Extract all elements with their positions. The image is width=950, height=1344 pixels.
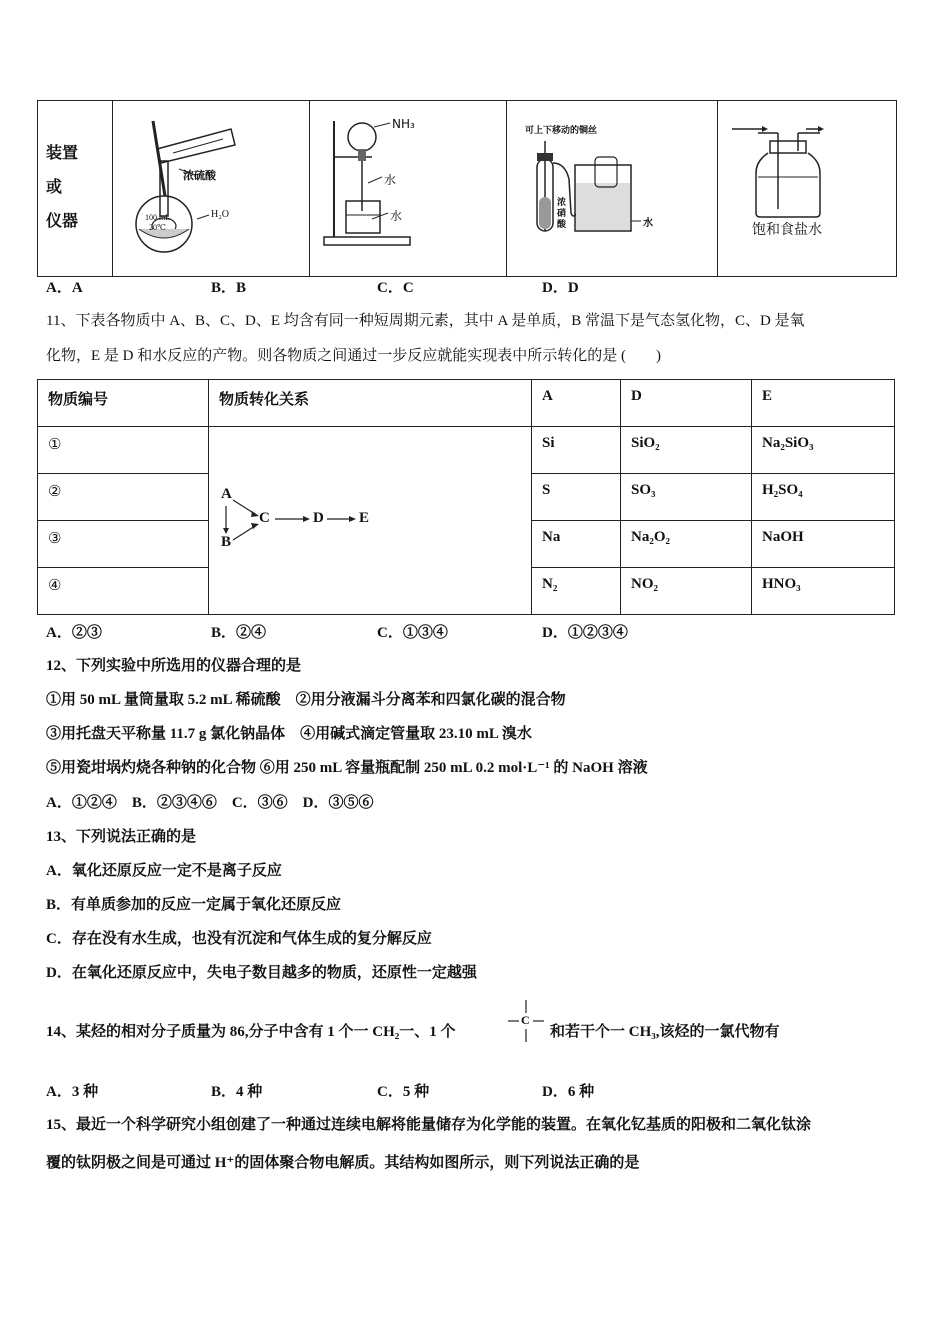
label-20c: 20℃: [149, 223, 166, 232]
diagram-c: C: [259, 509, 270, 526]
row-a: N₂: [542, 576, 558, 592]
row-header-cell: [38, 101, 113, 277]
label-water-top: 水: [384, 173, 397, 187]
q11-option-a[interactable]: A．②③: [46, 625, 102, 641]
q14-option-b[interactable]: B．4 种: [211, 1084, 263, 1100]
table-row: [38, 427, 895, 474]
volumetric-flask-figure: [113, 101, 309, 271]
q10-option-a[interactable]: A．A: [46, 280, 83, 296]
diagram-a: A: [221, 485, 232, 502]
row-header-1: 装置: [46, 145, 79, 162]
q14-option-a[interactable]: A．3 种: [46, 1084, 99, 1100]
q13-option-b[interactable]: B．有单质参加的反应一定属于氧化还原反应: [46, 897, 342, 913]
row-id: ④: [48, 578, 62, 594]
q11-option-b[interactable]: B．②④: [211, 625, 267, 641]
row-e: Na₂SiO₃: [762, 435, 814, 451]
q10-option-d[interactable]: D．D: [542, 280, 579, 296]
apparatus-b-cell: [310, 101, 507, 277]
apparatus-d-cell: [718, 101, 897, 277]
q12-line2: ③用托盘天平称量 11.7 g 氯化钠晶体 ④用碱式滴定管量取 23.10 mL 溴水: [46, 726, 532, 742]
q10-apparatus-table: [37, 100, 897, 277]
q15-text-line1: 15、最近一个科学研究小组创建了一种通过连续电解将能量储存为化学能的装置。在氧化钇基质的阳极和二氧化钛涂: [46, 1117, 812, 1133]
label-water-c: 水: [643, 218, 653, 229]
q12-line3: ⑤用瓷坩埚灼烧各种钠的化合物 ⑥用 250 mL 容量瓶配制 250 mL 0.2 mol·L⁻¹ 的 NaOH 溶液: [46, 760, 648, 776]
q12-options[interactable]: A．①②④ B．②③④⑥ C．③⑥ D．③⑤⑥: [46, 795, 374, 811]
header-relation: 物质转化关系: [219, 392, 310, 408]
label-saturated-brine: 饱和食盐水: [752, 222, 822, 238]
q15-text-line2: 覆的钛阴极之间是可通过 H⁺的固体聚合物电解质。其结构如图所示，则下列说法正确的是: [46, 1155, 640, 1171]
row-header-3: 仪器: [46, 213, 79, 230]
q13-option-d[interactable]: D．在氧化还原反应中，失电子数目越多的物质，还原性一定越强: [46, 965, 477, 981]
row-id: ①: [48, 437, 62, 453]
q10-option-c[interactable]: C．C: [377, 280, 414, 296]
q10-option-b[interactable]: B．B: [211, 280, 247, 296]
header-a: A: [542, 388, 553, 404]
label-conc-nitric: 浓硝酸: [557, 197, 567, 229]
quaternary-carbon-structure: [506, 998, 546, 1044]
label-nh3: NH₃: [392, 117, 415, 131]
diagram-d: D: [313, 509, 324, 526]
carbon-label: C: [521, 1013, 530, 1027]
row-d: SiO₂: [631, 435, 660, 451]
label-movable-wire: 可上下移动的铜丝: [525, 125, 598, 135]
q13-title: 13、下列说法正确的是: [46, 829, 197, 845]
header-e: E: [762, 388, 773, 404]
q14-text-part2: 和若干个一 CH₃,该烃的一氯代物有: [550, 1024, 780, 1040]
apparatus-c-cell: [507, 101, 718, 277]
q12-title: 12、下列实验中所选用的仪器合理的是: [46, 658, 302, 674]
diagram-e: E: [359, 509, 370, 526]
row-header-2: 或: [46, 179, 63, 196]
row-e: NaOH: [762, 529, 804, 545]
row-e: HNO₃: [762, 576, 801, 592]
q14-text-part1: 14、某烃的相对分子质量为 86,分子中含有 1 个一 CH₂一、1 个: [46, 1024, 456, 1040]
row-d: SO₃: [631, 482, 656, 498]
q11-option-c[interactable]: C．①③④: [377, 625, 448, 641]
row-e: H₂SO₄: [762, 482, 803, 498]
apparatus-a-cell: [113, 101, 310, 277]
label-h2o: H₂O: [211, 209, 229, 220]
row-d: NO₂: [631, 576, 658, 592]
q12-line1: ①用 50 mL 量筒量取 5.2 mL 稀硫酸 ②用分液漏斗分离苯和四氯化碳的混合物: [46, 692, 566, 708]
label-conc-sulfuric: 浓硫酸: [183, 169, 216, 182]
label-100ml: 100 mL: [145, 213, 171, 222]
diagram-arrows: [221, 486, 391, 556]
row-d: Na₂O₂: [631, 529, 670, 545]
row-id: ②: [48, 484, 62, 500]
row-a: Si: [542, 435, 555, 451]
q14-option-d[interactable]: D．6 种: [542, 1084, 595, 1100]
q13-option-c[interactable]: C．存在没有水生成，也没有沉淀和气体生成的复分解反应: [46, 931, 432, 947]
diagram-b: B: [221, 533, 232, 550]
q11-option-d[interactable]: D．①②③④: [542, 625, 628, 641]
q11-substance-table: [37, 379, 895, 615]
row-id: ③: [48, 531, 62, 547]
q11-text-line1: 11、下表各物质中 A、B、C、D、E 均含有同一种短周期元素，其中 A 是单质，B 常温下是气态氢化物，C、D 是氧: [46, 313, 805, 329]
q11-text-line2: 化物，E 是 D 和水反应的产物。则各物质之间通过一步反应就能实现表中所示转化的是 ( ): [46, 348, 661, 364]
q13-option-a[interactable]: A．氧化还原反应一定不是离子反应: [46, 863, 282, 879]
label-water-bottom: 水: [390, 209, 403, 223]
relation-diagram-cell: [209, 427, 532, 615]
row-a: Na: [542, 529, 561, 545]
q14-option-c[interactable]: C．5 种: [377, 1084, 430, 1100]
gas-wash-bottle-figure: [718, 101, 896, 271]
header-d: D: [631, 388, 642, 404]
row-a: S: [542, 482, 551, 498]
header-id: 物质编号: [48, 392, 109, 408]
